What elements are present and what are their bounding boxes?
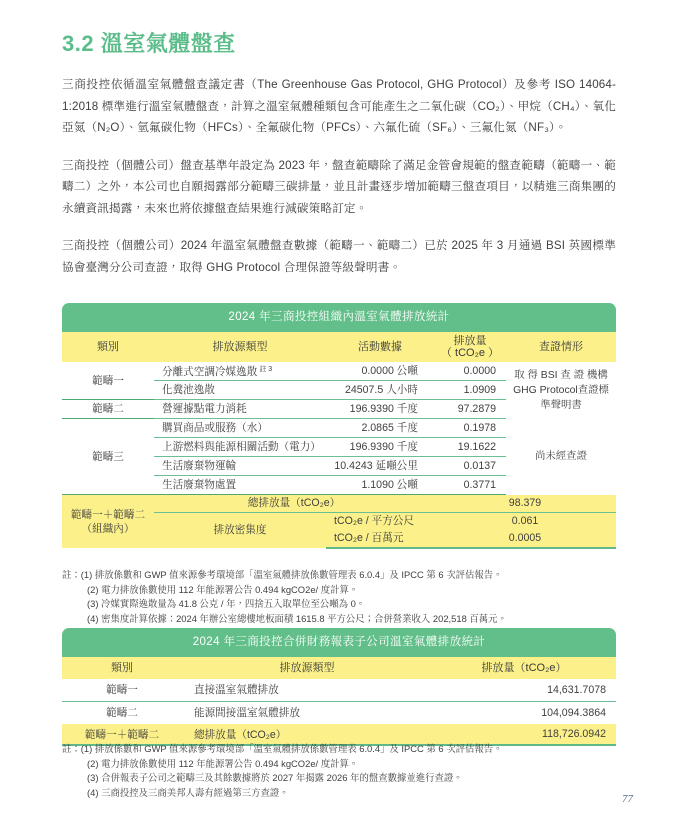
table1-note-2: (2) 電力排放係數使用 112 年能源署公告 0.494 kgCO2e/ 度計算。 <box>87 583 359 595</box>
table1-summary-total-row <box>62 495 616 513</box>
ghg-subsidiary-table-block <box>62 628 616 746</box>
table2-note-1: 註：(1) 排放係數和 GWP 值來源參考環境部「溫室氣體排放係數管理表 6.0.4」及 IPCC 第 6 次評估報告。 <box>62 743 503 754</box>
table2-value-1: 104,094.3864 <box>541 707 606 719</box>
table-row <box>62 419 616 438</box>
table1-col-verification: 查證情形 <box>506 332 616 362</box>
table1-summary-category-line2: （組織內） <box>81 522 135 535</box>
table1-note-1: 註：(1) 排放係數和 GWP 值來源參考環境部「溫室氣體排放係數管理表 6.0.4」及 IPCC 第 6 次評估報告。 <box>62 569 503 580</box>
table2-col-category: 類別 <box>62 657 182 679</box>
table1-summary-intensity-label: 排放密集度 <box>154 513 326 549</box>
table1-emission-4: 19.1622 <box>434 438 506 457</box>
table1-col-emission-line1: 排放量 <box>453 334 487 347</box>
table2-col-emission: 排放量（tCO₂e） <box>432 657 616 679</box>
table-row <box>62 702 616 725</box>
table1-summary-category <box>62 495 154 549</box>
table1-summary-category-line1: 範疇一＋範疇二 <box>70 508 146 521</box>
page-number: 77 <box>622 793 633 805</box>
table-row <box>62 362 616 381</box>
table1-summary-total-value: 98.379 <box>434 495 616 513</box>
table2-category-0: 範疇一 <box>62 679 182 702</box>
table2-title: 2024 年三商投控合併財務報表子公司溫室氣體排放統計 <box>62 628 616 657</box>
table1-col-source-type: 排放源類型 <box>154 332 326 362</box>
table1-verification-unverified-text: 尚未經查證 <box>535 451 587 462</box>
table1-emission-6: 0.3771 <box>434 476 506 495</box>
table1-activity-3: 2.0865 千度 <box>326 419 434 438</box>
table1-activity-6: 1.1090 公噸 <box>326 476 434 495</box>
table1-summary-intensity-unit-0: tCO₂e / 平方公尺 <box>326 513 434 531</box>
paragraph-2: 三商投控（個體公司）盤查基準年設定為 2023 年，盤查範疇除了滿足金管會規範的盤查範疇（範疇一、範疇二）之外，本公司也自願揭露部分範疇三碳排量，並且計畫逐步增加範疇三盤查項目，以精進三商集團的永續資訊揭露，未來也將依據盤查結果進行減碳策略訂定。 <box>62 158 616 215</box>
table2-value-0: 14,631.7078 <box>432 679 616 702</box>
table1-verification-unverified <box>506 419 616 495</box>
table1-summary-intensity-value-1: 0.0005 <box>434 530 616 548</box>
table1-category-scope1: 範疇一 <box>62 362 154 400</box>
table1-activity-1: 24507.5 人小時 <box>326 381 434 400</box>
table2-col-source-type: 排放源類型 <box>182 657 432 679</box>
table1-title: 2024 年三商投控組織內溫室氣體排放統計 <box>62 303 616 332</box>
table2-note-2: (2) 電力排放係數使用 112 年能源署公告 0.494 kgCO2e/ 度計算。 <box>87 757 359 769</box>
table2-summary-label: 總排放量（tCO₂e） <box>182 724 432 745</box>
table1-source-0-text: 分離式空調冷媒逸散 <box>162 366 258 378</box>
table1-source-1: 化糞池逸散 <box>154 381 326 400</box>
ghg-organization-table-block <box>62 303 616 549</box>
table1-source-2: 營運據點電力消耗 <box>154 400 326 419</box>
table2-notes <box>62 742 622 800</box>
table2-summary-value: 118,726.0942 <box>432 724 616 745</box>
table2-source-1: 能源間接溫室氣體排放 <box>194 707 300 719</box>
table2-category-1: 範疇二 <box>106 707 138 719</box>
table1-source-6: 生活廢棄物處置 <box>154 476 326 495</box>
body-text-block <box>62 74 616 294</box>
page-title: 3.2 溫室氣體盤查 <box>62 30 236 56</box>
table1-note-3: (3) 冷媒實際逸散量為 41.8 公克 / 年，四捨五入取單位至公噸為 0。 <box>87 598 366 609</box>
table1-emission-1: 1.0909 <box>434 381 506 400</box>
table1-source-5: 生活廢棄物運輸 <box>154 457 326 476</box>
table1-emission-2: 97.2879 <box>434 400 506 419</box>
table1-category-scope2: 範疇二 <box>62 400 154 419</box>
table2-header-row <box>62 657 616 679</box>
table1-source-0 <box>154 362 326 381</box>
table1-emission-5: 0.0137 <box>434 457 506 476</box>
footnote-ref-icon: 註 3 <box>259 366 273 373</box>
table1-activity-5: 10.4243 延噸公里 <box>326 457 434 476</box>
table1-verification-verified <box>506 362 616 419</box>
table1-header-row <box>62 332 616 362</box>
table-row <box>62 679 616 702</box>
table1-emission-3: 0.1978 <box>434 419 506 438</box>
table1 <box>62 332 616 549</box>
table2 <box>62 657 616 746</box>
table1-col-emission-line2: （ tCO₂e ） <box>440 347 500 359</box>
table1-summary-intensity-unit-1: tCO₂e / 百萬元 <box>326 530 434 548</box>
table1-col-activity-data: 活動數據 <box>326 332 434 362</box>
table1-notes <box>62 568 622 626</box>
table2-note-4: (4) 三商投控及三商美邦人壽有經過第三方查證。 <box>87 786 289 798</box>
table2-note-3: (3) 合併報表子公司之範疇三及其餘數據將於 2027 年揭露 2026 年的盤查數據並進行查證。 <box>87 772 463 783</box>
table1-col-category: 類別 <box>62 332 154 362</box>
table1-col-emission <box>434 332 506 362</box>
table1-activity-2: 196.9390 千度 <box>326 400 434 419</box>
table1-category-scope3: 範疇三 <box>62 419 154 495</box>
table1-summary-intensity-value-0: 0.061 <box>434 513 616 531</box>
paragraph-1: 三商投控依循溫室氣體盤查議定書（The Greenhouse Gas Protocol, GHG Protocol）及參考 ISO 14064-1:2018 標準進行溫室氣體盤查，計算之溫室氣體種類包含可能產生之二氧化碳（CO₂）、甲烷（CH₄）、氧化亞氮（N₂O）、氫氟碳化物（HFCs）、全氟碳化物（PFCs）、六氟化硫（SF₆）、三氟化氮（NF₃）。 <box>62 78 616 134</box>
table1-activity-4: 196.9390 千度 <box>326 438 434 457</box>
paragraph-3: 三商投控（個體公司）2024 年溫室氣體盤查數據（範疇一、範疇二）已於 2025 年 3 月通過 BSI 英國標準協會臺灣分公司查證，取得 GHG Protocol 合理保證等級聲明書。 <box>62 239 616 274</box>
table2-source-0: 直接溫室氣體排放 <box>182 679 432 702</box>
table1-emission-0: 0.0000 <box>434 362 506 381</box>
table1-summary-total-label: 總排放量（tCO₂e） <box>154 495 434 513</box>
table1-source-4: 上游燃料與能源相關活動（電力） <box>154 438 326 457</box>
table1-source-3: 購買商品或服務（水） <box>154 419 326 438</box>
table1-activity-0: 0.0000 公噸 <box>326 362 434 381</box>
table2-summary-category: 範疇一＋範疇二 <box>62 724 182 745</box>
table1-verification-verified-text: 取 得 BSI 查 證 機構 GHG Protocol查證標準聲明書 <box>513 369 609 411</box>
table1-note-4: (4) 密集度計算依據：2024 年辦公室總樓地板面積 1615.8 平方公尺；合併營業收入 202,518 百萬元。 <box>87 612 507 624</box>
